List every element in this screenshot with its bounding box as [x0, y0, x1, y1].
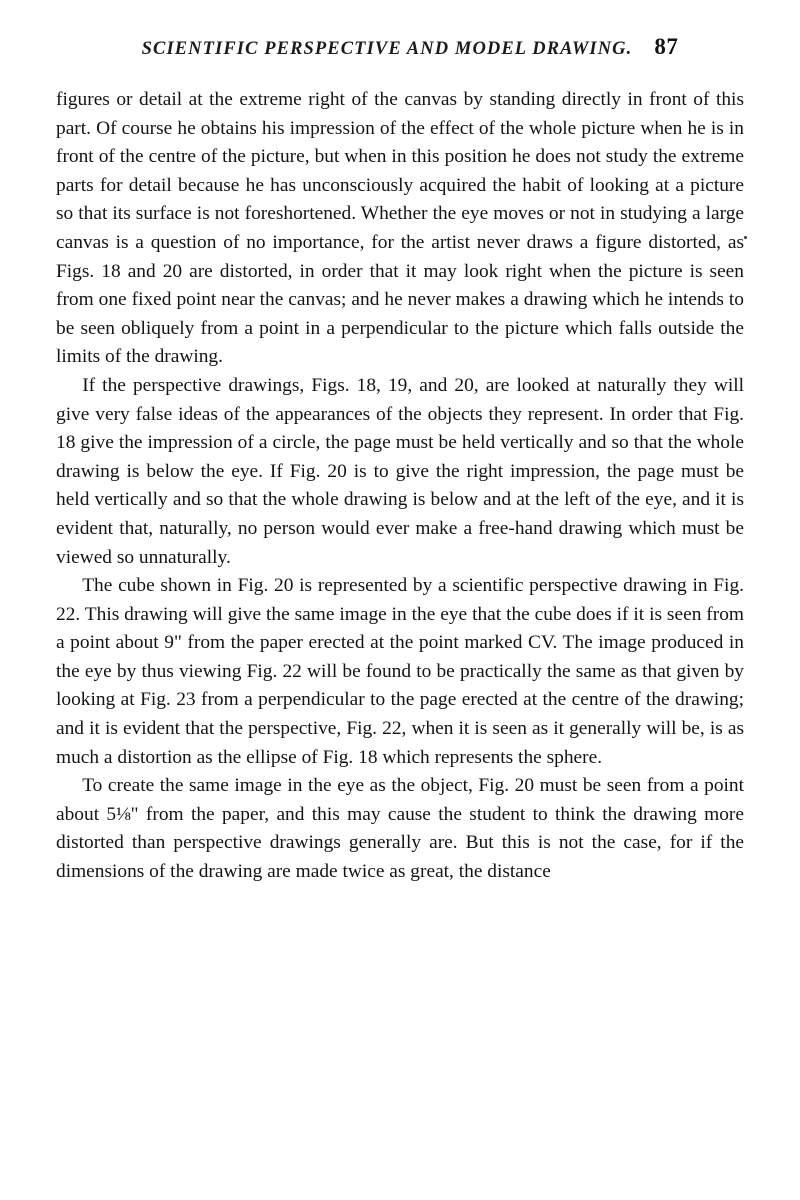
paragraph-3: The cube shown in Fig. 20 is represented by a scientific perspective drawing in Fig. 22. This drawing will give the same image in the eye that the cube does if it is seen from a point about 9" from the paper erected at the point marked CV. The image produced in the eye by thus viewing Fig. 22 will be found to be practically the same as that given by looking at Fig. 23 from a perpendicular to the page erected at the centre of the drawing; and it is evident that the perspective, Fig. 22, when it is seen as it generally will be, is as much a distortion as the ellipse of Fig. 18 which represents the sphere.	[56, 575, 744, 768]
paragraph-4: To create the same image in the eye as the object, Fig. 20 must be seen from a point about 5⅛" from the paper, and this may cause the student to think the drawing more distorted than perspective drawings generally are. But this is not the case, for if the dimensions of the drawing are made twice as great, the distance	[56, 775, 744, 883]
page-title: SCIENTIFIC PERSPECTIVE AND MODEL DRAWING.	[141, 39, 633, 59]
running-head	[56, 34, 744, 60]
paragraph-1: figures or detail at the extreme right of the canvas by standing directly in front of this part. Of course he obtains his impression of the effect of the whole picture when he is in front of the centre of the picture, but when in this position he does not study the extreme parts for detail because he has unconsciously acquired the habit of looking at a picture so that its surface is not foreshortened. Whether the eye moves or not in studying a large canvas is a question of no importance, for the artist never draws a figure distorted, as Figs. 18 and 20 are distorted, in order that it may look right when the picture is seen from one fixed point near the canvas; and he never makes a drawing which he intends to be seen obliquely from a point in a perpendicular to the picture which falls outside the limits of the drawing.	[56, 89, 744, 368]
page-speck	[744, 236, 747, 239]
body-text	[56, 86, 744, 887]
page-number: 87	[654, 34, 679, 59]
paragraph-2: If the perspective drawings, Figs. 18, 19, and 20, are looked at naturally they will give very false ideas of the appearances of the objects they represent. In order that Fig. 18 give the impression of a circle, the page must be held vertically and so that the whole drawing is below the eye. If Fig. 20 is to give the right impression, the page must be held vertically and so that the whole drawing is below and at the left of the eye, and it is evident that, naturally, no person would ever make a free-hand drawing which must be viewed so unnaturally.	[56, 374, 744, 568]
